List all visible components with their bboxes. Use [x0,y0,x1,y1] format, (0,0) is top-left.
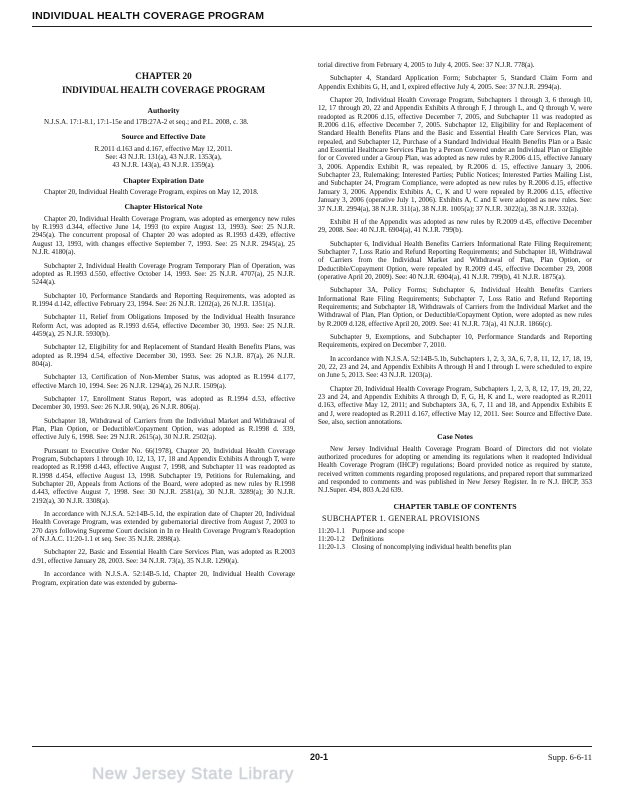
toc-section-title: Closing of noncomplying individual health benefits plan [352,543,512,552]
history-heading: Chapter Historical Note [124,202,203,212]
expiration-heading: Chapter Expiration Date [123,175,204,185]
history-paragraph: Subchapter 12, Eligibility for and Replacement of Standard Health Benefits Plans, was adopted as R.1994 d.54, effective December 30, 1993. See: 26 N.J.R. 87(a), 26 N.J.R. 804(a). [32,343,295,368]
authority-heading: Authority [147,105,180,115]
history-notes-right [318,61,592,426]
supplement-date: Supp. 6-6-11 [547,752,592,762]
history-paragraph: torial directive from February 4, 2005 to July 4, 2005. See: 37 N.J.R. 778(a). [318,61,535,69]
history-paragraph: Subchapter 2, Individual Health Coverage Program Temporary Plan of Operation, was adopted as R.1993 d.550, effective October 14, 1993. See: 25 N.J.R. 4707(a), 25 N.J.R. 5244(a). [32,261,295,287]
page-number: 20-1 [310,752,329,762]
source-line: R.2011 d.163 and d.167, effective May 12, 2011. [94,144,233,153]
toc-section-title: Definitions [352,534,384,543]
history-paragraph: Subchapter 3A, Policy Forms; Subchapter 6, Individual Health Benefits Carriers Informational Rate Filing Requirements; Subchapter 7, Loss Ratio and Refund Reporting Requirements; and Subchapter 18, Withdrawals of Carriers from the Individual Market and the Withdrawal of Plan, Plan Option, or Deductible/Copayment Option, were adopted as new rules by R.2009 d.128, effective April 20, 2009. See: 41 N.J.R. 73(a), 41 N.J.R. 1866(c). [318,286,592,328]
history-paragraph: Subchapter 6, Individual Health Benefits Carriers Informational Rate Filing Requirement; Subchapter 7, Loss Ratio and Refund Reporting Requirements; and Subchapter 18, Withdrawal of Carriers from the Individual Market and Withdrawal of Plan, Plan Option, or Deductible/Copayment Option, were repealed by R.2009 d.45, effective December 29, 2008 (operative April 20, 2009). See: 40 N.J.R. 6904(a), 41 N.J.R. 799(b), 41 N.J.R. 1875(a). [318,239,592,281]
history-notes-left [32,215,295,587]
toc-entry [318,527,592,535]
left-column [32,66,295,592]
toc-entry [318,535,592,543]
source-heading: Source and Effective Date [121,132,206,142]
source-line: See: 43 N.J.R. 131(a), 43 N.J.R. 1353(a), [105,153,222,162]
running-head: INDIVIDUAL HEALTH COVERAGE PROGRAM [32,10,592,27]
history-paragraph: Subchapter 17, Enrollment Status Report, was adopted as R.1994 d.53, effective December 30, 1993. See: 26 N.J.R. 90(a), 26 N.J.R. 806(a). [32,394,295,412]
history-paragraph: Chapter 20, Individual Health Coverage Program, was adopted as emergency new rules by R.1993 d.344, effective June 14, 1993 (to expire August 13, 1993). See: 25 N.J.R. 2945(a). The concurrent proposal of Chapter 20 was adopted as R.1993 d.439, effective August 13, 1993, with changes effective September 7, 1993. See: 25 N.J.R. 2945(a), 25 N.J.R. 4180(a). [32,214,295,257]
toc-section-title: Purpose and scope [352,526,405,535]
history-paragraph: Chapter 20, Individual Health Coverage Program, Subchapters 1 through 3, 6 through 10, 12, 17 through 20, 22 and Appendix Exhibits A through F, J through L, and Q through V, were readopted as R.2006 d.15, effective December 7, 2005, and Subchapter 11 was readopted as R.2006 d.16, effective December 7, 2005. Subchapter 12, Eligibility for and Replacement of Standard Health Benefits Plans and the Basic and Essential Health Care Services Plan, was repealed, and Subchapter 12, Purchase of a Standard Individual Health Benefits Plan or a Basic and Essential Healthcare Services Plan by a Person Covered under an Individual Plan or Eligible for or Covered under a Group Plan, was adopted as new rules by R.2006 d.15, effective January 3, 2006. Appendix Exhibit R, was repealed, by R.2006 d. 15, effective January 3, 2006. Subchapter 23, Rulemaking; Interested Parties; Public Notices; Interested Parties Mailing List, and Subchapter 24, Program Compliance, were adopted as new rules by R.2006 d.15, effective January 3, 2006. Appendix Exhibits A, C, K and U were repealed by R.2006 d.15, effective January 3, 2006 (operative July 1, 2006). Exhibits A, C and E were adopted as new rules. See: 37 N.J.R. 2994(a), 38 N.J.R. 311(a), 38 N.J.R. 1005(a); 37 N.J.R. 3022(a), 38 N.J.R. 332(a). [318,96,592,213]
library-watermark: New Jersey State Library [92,764,294,783]
history-paragraph: Subchapter 22, Basic and Essential Health Care Services Plan, was adopted as R.2003 d.91, effective January 28, 2003. See: 34 N.J.R. 73(a), 35 N.J.R. 1290(a). [32,548,295,565]
authority-text: N.J.S.A. 17:1-8.1, 17:1-15e and 17B:27A-2 et seq.; and P.L. 2008, c. 38. [44,118,249,127]
history-paragraph: Exhibit H of the Appendix was adopted as new rules by R.2009 d.45, effective December 29, 2008. See: 40 N.J.R. 6904(a), 41 N.J.R. 799(b). [318,217,592,235]
toc-subchapter: SUBCHAPTER 1. GENERAL PROVISIONS [322,514,481,524]
case-notes-text: New Jersey Individual Health Coverage Program Board of Directors did not violate authorized procedures for adopting or amending its regulations when it readopted Individual Health Coverage Program (IHCP) regulations; Board provided notice as required by statute, received written comments regarding proposed regulations, and prepared report that summarized and responded to comments and was published in New Jersey Register. In re N.J. IHCP, 353 N.J.Super. 494, 803 A.2d 639. [318,444,592,495]
toc-list [318,527,592,552]
toc-heading: CHAPTER TABLE OF CONTENTS [393,501,517,511]
toc-entry [318,543,592,551]
toc-section-number: 11:20-1.2 [318,534,345,543]
chapter-title: INDIVIDUAL HEALTH COVERAGE PROGRAM [61,85,266,96]
expiration-text: Chapter 20, Individual Health Coverage Program, expires on May 12, 2018. [44,188,259,197]
history-paragraph: Subchapter 10, Performance Standards and Reporting Requirements, was adopted as R.1994 d.142, effective February 23, 1994. See: 26 N.J.R. 1202(a), 26 N.J.R. 1351(a). [32,291,295,308]
history-paragraph: Chapter 20, Individual Health Coverage Program, Subchapters 1, 2, 3, 8, 12, 17, 19, 20, 22, 23 and 24, and Appendix Exhibits A through D, F, G, H, K and L, were readopted as R.2011 d.163, effective May 12, 2011; and Subchapters 3A, 6, 7, 11 and 18, and Appendix Exhibits E and J, were readopted as R.2011 d.167, effective May 12, 2011. See: Source and Effective Date. See, also, section annotations. [318,384,592,427]
toc-section-number: 11:20-1.1 [318,526,345,535]
history-paragraph: Pursuant to Executive Order No. 66(1978), Chapter 20, Individual Health Coverage Program, Subchapters 1 through 10, 12, 13, 17, 18 and Appendix Exhibits A through T, were readopted as R.1998 d.443, effective August 7, 1998, and Subchapter 11 was readopted as R.1998 d.454, effective August 13, 1998. Subchapter 19, Petitions for Rulemaking, and Subchapter 20, Appeals from Actions of the Board, were adopted as new rules by R.1998 d.443, effective August 7, 1998. See: 30 N.J.R. 2581(a), 30 N.J.R. 3289(a); 30 N.J.R. 2192(a), 30 N.J.R. 3308(a). [32,446,295,505]
source-line: 43 N.J.R. 143(a), 43 N.J.R. 1359(a). [112,161,215,170]
history-paragraph: Subchapter 4, Standard Application Form; Subchapter 5, Standard Claim Form and Appendix Exhibits G, H, and I, expired effective July 4, 2005. See: 37 N.J.R. 2994(a). [318,74,592,91]
case-notes-heading: Case Notes [437,432,473,442]
history-paragraph: In accordance with N.J.S.A. 52:14B-5.1d, Chapter 20, Individual Health Coverage Program, expiration date was extended by guberna- [32,570,295,587]
history-paragraph: Subchapter 11, Relief from Obligations Imposed by the Individual Health Insurance Reform Act, was adopted as R.1993 d.654, effective December 30, 1993. See: 25 N.J.R. 4459(a), 25 N.J.R. 5930(b). [32,313,295,338]
history-paragraph: Subchapter 9, Exemptions, and Subchapter 10, Performance Standards and Reporting Requirements, expired on December 7, 2010. [318,332,592,350]
toc-section-number: 11:20-1.3 [318,543,345,552]
chapter-number: CHAPTER 20 [135,71,192,81]
history-paragraph: In accordance with N.J.S.A. 52:14B-5.1d, the expiration date of Chapter 20, Individual Health Coverage Program, was extended by gubernatorial directive from August 7, 2003 to 270 days following Supreme Court decision in In re Health Coverage Program's Readoption of N.J.A.C. 11:20-1.1 et seq. See: 35 N.J.R. 2898(a). [32,510,295,544]
history-paragraph: Subchapter 18, Withdrawal of Carriers from the Individual Market and Withdrawal of Plan, Plan Option, or Deductible/Copayment Option, was adopted as R.1998 d. 339, effective July 6, 1998. See: 29 N.J.R. 2615(a), 30 N.J.R. 2502(a). [32,416,295,442]
history-paragraph: In accordance with N.J.S.A. 52:14B-5.1b, Subchapters 1, 2, 3, 3A, 6, 7, 8, 11, 12, 17, 18, 19, 20, 22, 23 and 24, and Appendix Exhibits A through H and I through L were scheduled to expire on June 5, 2013. See: 43 N.J.R. 1203(a). [318,354,592,380]
history-paragraph: Subchapter 13, Certification of Non-Member Status, was adopted as R.1994 d.177, effective March 10, 1994. See: 26 N.J.R. 1294(a), 26 N.J.R. 1509(a). [32,373,295,390]
right-column [318,61,592,552]
